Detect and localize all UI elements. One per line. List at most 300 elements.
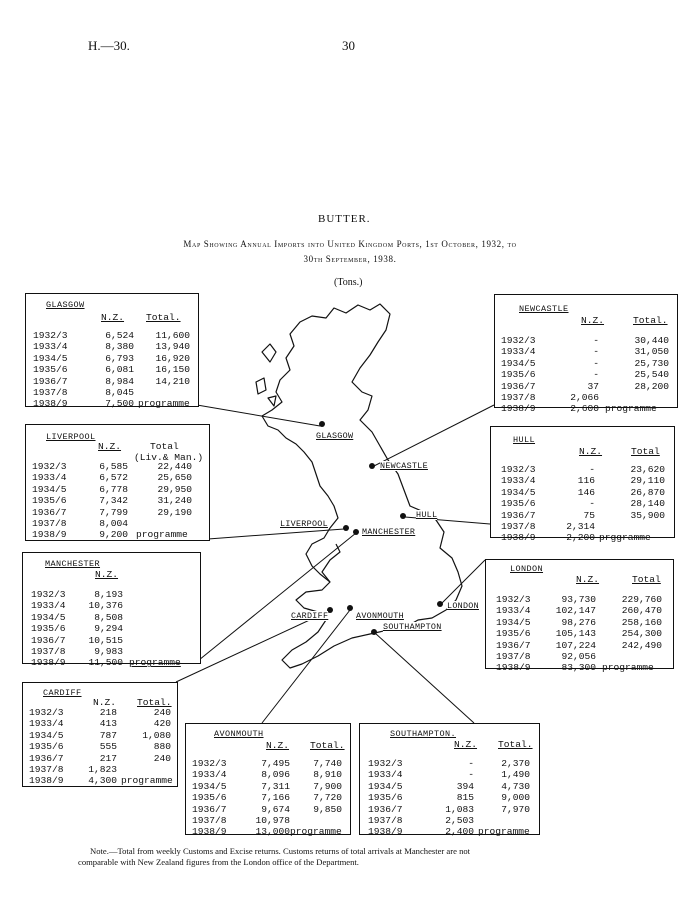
- table-row: [360, 792, 539, 803]
- table-row: [491, 510, 674, 521]
- row-nz: 6,524: [105, 330, 134, 341]
- row-nz: 6,081: [105, 364, 134, 376]
- table-rows: [486, 594, 673, 674]
- nz-header: N.Z.: [98, 441, 122, 452]
- footnote: [78, 846, 638, 867]
- table-row: [26, 330, 198, 341]
- table-row: [495, 358, 677, 369]
- row-year: 1935/6: [192, 792, 227, 804]
- row-nz: -: [468, 758, 474, 769]
- row-year: 1938/9: [29, 775, 64, 787]
- table-rows: [23, 589, 200, 669]
- row-year: 1932/3: [31, 589, 66, 600]
- row-nz: -: [468, 769, 474, 781]
- table-row: [491, 475, 674, 486]
- row-total: 254,300: [621, 628, 662, 640]
- row-year: 1936/7: [501, 380, 536, 392]
- row-nz: -: [589, 464, 595, 475]
- row-year: 1935/6: [29, 741, 64, 753]
- row-total: 240: [153, 707, 171, 718]
- row-total: 1,080: [142, 729, 171, 741]
- table-title: NEWCASTLE: [519, 304, 569, 314]
- table-row: [23, 764, 177, 775]
- row-total: 28,200: [634, 380, 669, 392]
- row-year: 1938/9: [32, 529, 67, 541]
- row-total: 26,870: [630, 486, 665, 498]
- row-nz: 7,342: [99, 495, 128, 507]
- row-nz: 6,572: [99, 472, 128, 484]
- row-nz: 218: [99, 707, 117, 718]
- london-leader: [442, 560, 485, 603]
- table-row: [26, 495, 209, 506]
- row-nz: 9,674: [261, 803, 290, 815]
- row-nz: 2,503: [445, 814, 474, 826]
- row-nz: 7,166: [261, 792, 290, 804]
- row-year: 1934/5: [32, 483, 67, 495]
- table-row: [486, 594, 673, 605]
- table-row: [26, 387, 198, 398]
- table-title: LONDON: [510, 564, 544, 574]
- row-year: 1934/5: [368, 780, 403, 792]
- table-row: [491, 532, 674, 543]
- row-total: programme: [129, 657, 181, 669]
- map-label-hull: HULL: [416, 510, 438, 520]
- row-nz: 2,314: [566, 520, 595, 532]
- table-row: [26, 507, 209, 518]
- row-year: 1933/4: [29, 718, 64, 730]
- row-nz: 10,376: [88, 600, 123, 612]
- table-row: [23, 612, 200, 623]
- table-row: [26, 461, 209, 472]
- row-year: 1938/9: [368, 826, 403, 838]
- nz-header: N.Z.: [101, 312, 125, 323]
- row-total: 7,740: [313, 758, 342, 769]
- row-year: 1936/7: [501, 509, 536, 521]
- row-total: 258,160: [621, 616, 662, 628]
- row-nz: 1,083: [445, 803, 474, 815]
- table-row: [486, 662, 673, 673]
- map-label-glasgow: GLASGOW: [316, 431, 354, 441]
- row-nz: 8,096: [261, 769, 290, 781]
- row-nz: 8,004: [99, 517, 128, 529]
- nz-header: N.Z.: [579, 446, 603, 457]
- liverpool-marker: [343, 525, 349, 531]
- table-row: [360, 769, 539, 780]
- row-year: 1936/7: [496, 639, 531, 651]
- row-year: 1938/9: [496, 662, 531, 674]
- table-row: [23, 775, 177, 786]
- row-total: 420: [153, 718, 171, 730]
- table-row: [23, 657, 200, 668]
- row-nz: 4,300: [88, 775, 117, 787]
- row-nz: 116: [577, 475, 595, 487]
- southampton-leader: [375, 633, 474, 723]
- avonmouth-leader: [262, 610, 350, 723]
- row-nz: 9,200: [99, 529, 128, 541]
- table-rows: [186, 758, 350, 838]
- table-manchester: [22, 552, 201, 669]
- total-header: Total.: [137, 697, 172, 708]
- row-nz: 146: [577, 486, 595, 498]
- nz-header: N.Z.: [454, 739, 478, 750]
- total-header: Total.: [310, 740, 345, 751]
- table-southampton: [359, 723, 540, 838]
- row-year: 1932/3: [496, 594, 531, 605]
- table-row: [491, 521, 674, 532]
- row-total: 229,760: [621, 594, 662, 605]
- map-label-liverpool: LIVERPOOL: [280, 519, 328, 529]
- table-row: [23, 646, 200, 657]
- table-cardiff: [22, 682, 178, 787]
- row-year: 1937/8: [368, 814, 403, 826]
- table-row: [360, 815, 539, 826]
- table-row: [360, 826, 539, 837]
- table-rows: [360, 758, 539, 838]
- row-total: 260,470: [621, 605, 662, 617]
- row-year: 1935/6: [31, 623, 66, 635]
- nz-header: N.Z.: [93, 697, 117, 708]
- row-year: 1936/7: [31, 634, 66, 646]
- row-total: 28,140: [630, 498, 665, 510]
- table-row: [495, 381, 677, 392]
- row-year: 1933/4: [501, 346, 536, 358]
- row-nz: 10,515: [88, 634, 123, 646]
- table-row: [23, 589, 200, 600]
- nz-header: N.Z.: [576, 574, 600, 585]
- row-nz: 815: [456, 792, 474, 804]
- row-total: programme: [136, 529, 188, 541]
- table-row: [23, 730, 177, 741]
- table-row: [186, 758, 350, 769]
- total-header: Total: [631, 446, 660, 457]
- newcastle-leader: [374, 405, 494, 466]
- nz-header: N.Z.: [266, 740, 290, 751]
- total-note: (Liv.& Man.): [134, 452, 204, 463]
- row-year: 1937/8: [192, 814, 227, 826]
- table-row: [26, 364, 198, 375]
- row-total: programme: [602, 662, 654, 674]
- row-total: programme: [290, 826, 342, 838]
- table-row: [486, 617, 673, 628]
- row-total: 31,050: [634, 346, 669, 358]
- row-nz: 8,045: [105, 386, 134, 398]
- row-nz: 9,294: [94, 623, 123, 635]
- row-year: 1937/8: [31, 645, 66, 657]
- row-nz: 6,778: [99, 483, 128, 495]
- table-row: [26, 353, 198, 364]
- row-year: 1935/6: [501, 369, 536, 381]
- table-newcastle: [494, 294, 678, 415]
- table-row: [23, 718, 177, 729]
- table-row: [486, 640, 673, 651]
- table-title: LIVERPOOL: [46, 432, 96, 442]
- row-nz: 787: [99, 729, 117, 741]
- row-nz: 8,984: [105, 375, 134, 387]
- row-total: programme: [138, 398, 190, 410]
- row-year: 1934/5: [31, 611, 66, 623]
- table-row: [495, 369, 677, 380]
- total-header: Total: [632, 574, 661, 585]
- subtitle-line-2: 30th September, 1938.: [303, 254, 397, 264]
- table-row: [360, 758, 539, 769]
- table-row: [495, 392, 677, 403]
- table-hull: [490, 426, 675, 544]
- table-rows: [491, 464, 674, 544]
- row-nz: 13,000: [255, 826, 290, 838]
- row-nz: 11,500: [88, 657, 123, 669]
- row-nz: 6,793: [105, 352, 134, 364]
- row-nz: 93,730: [561, 594, 596, 605]
- row-total: 25,540: [634, 369, 669, 381]
- row-total: 9,000: [501, 792, 530, 804]
- row-total: 30,440: [634, 335, 669, 346]
- row-total: 242,490: [621, 639, 662, 651]
- row-year: 1937/8: [501, 391, 536, 403]
- row-year: 1934/5: [29, 729, 64, 741]
- table-rows: [26, 461, 209, 541]
- table-row: [495, 335, 677, 346]
- row-nz: 7,799: [99, 506, 128, 518]
- row-nz: 413: [99, 718, 117, 730]
- row-nz: 107,224: [555, 639, 596, 651]
- row-nz: -: [593, 357, 599, 369]
- row-year: 1932/3: [501, 464, 536, 475]
- row-year: 1934/5: [501, 486, 536, 498]
- table-london: [485, 559, 674, 674]
- row-nz: 8,380: [105, 341, 134, 353]
- row-total: prggramme: [599, 532, 651, 544]
- row-year: 1936/7: [29, 752, 64, 764]
- table-row: [186, 792, 350, 803]
- row-year: 1938/9: [501, 403, 536, 415]
- row-total: programme: [121, 775, 173, 787]
- table-row: [23, 623, 200, 634]
- row-total: programme: [478, 826, 530, 838]
- subtitle-line-1: Map Showing Annual Imports into United Kingdom Ports, 1st October, 1932, to: [183, 239, 517, 249]
- table-row: [23, 741, 177, 752]
- table-title: AVONMOUTH: [214, 729, 264, 739]
- table-row: [495, 403, 677, 414]
- row-nz: 7,495: [261, 758, 290, 769]
- table-row: [495, 346, 677, 357]
- row-year: 1936/7: [33, 375, 68, 387]
- row-year: 1932/3: [29, 707, 64, 718]
- row-year: 1932/3: [368, 758, 403, 769]
- row-year: 1933/4: [32, 472, 67, 484]
- row-total: 16,920: [155, 352, 190, 364]
- row-total: 29,110: [630, 475, 665, 487]
- table-row: [491, 498, 674, 509]
- table-avonmouth: [185, 723, 351, 838]
- row-nz: 2,400: [445, 826, 474, 838]
- table-row: [26, 341, 198, 352]
- table-row: [186, 769, 350, 780]
- row-total: 2,370: [501, 758, 530, 769]
- table-rows: [23, 707, 177, 787]
- row-nz: 1,823: [88, 763, 117, 775]
- row-year: 1937/8: [33, 386, 68, 398]
- table-row: [486, 628, 673, 639]
- table-rows: [495, 335, 677, 415]
- table-row: [23, 635, 200, 646]
- row-year: 1934/5: [33, 352, 68, 364]
- wales-coast: [322, 544, 340, 582]
- row-nz: 102,147: [555, 605, 596, 617]
- table-row: [23, 600, 200, 611]
- row-year: 1937/8: [501, 520, 536, 532]
- row-total: 29,950: [157, 483, 192, 495]
- row-year: 1933/4: [501, 475, 536, 487]
- row-nz: -: [593, 369, 599, 381]
- row-year: 1938/9: [192, 826, 227, 838]
- london-marker: [437, 601, 443, 607]
- row-nz: 2,200: [566, 532, 595, 544]
- row-year: 1936/7: [368, 803, 403, 815]
- table-row: [26, 529, 209, 540]
- nz-header: N.Z.: [581, 315, 605, 326]
- map-label-london: LONDON: [447, 601, 479, 611]
- total-header: Total: [150, 441, 179, 452]
- row-year: 1933/4: [496, 605, 531, 617]
- row-year: 1935/6: [501, 498, 536, 510]
- table-title: CARDIFF: [43, 688, 82, 698]
- table-title: HULL: [513, 435, 536, 445]
- table-row: [186, 815, 350, 826]
- row-total: 16,150: [155, 364, 190, 376]
- table-row: [26, 518, 209, 529]
- row-nz: 92,056: [561, 650, 596, 662]
- row-nz: 83,300: [561, 662, 596, 674]
- row-total: 9,850: [313, 803, 342, 815]
- manchester-leader: [199, 533, 356, 660]
- row-year: 1932/3: [33, 330, 68, 341]
- row-nz: 555: [99, 741, 117, 753]
- row-total: 7,900: [313, 780, 342, 792]
- page-title: BUTTER.: [318, 213, 371, 225]
- table-rows: [26, 330, 198, 410]
- table-row: [23, 753, 177, 764]
- row-year: 1932/3: [501, 335, 536, 346]
- table-row: [23, 707, 177, 718]
- total-header: Total.: [498, 739, 533, 750]
- table-title: SOUTHAMPTON.: [390, 729, 457, 739]
- row-year: 1935/6: [496, 628, 531, 640]
- row-nz: 7,311: [261, 780, 290, 792]
- row-total: 31,240: [157, 495, 192, 507]
- units-label: (Tons.): [334, 277, 363, 288]
- table-glasgow: [25, 293, 199, 410]
- row-year: 1935/6: [32, 495, 67, 507]
- table-row: [486, 605, 673, 616]
- table-row: [360, 781, 539, 792]
- row-nz: 7,500: [105, 398, 134, 410]
- row-total: 14,210: [155, 375, 190, 387]
- row-total: 11,600: [155, 330, 190, 341]
- row-year: 1933/4: [368, 769, 403, 781]
- row-year: 1936/7: [32, 506, 67, 518]
- table-row: [186, 781, 350, 792]
- row-nz: -: [593, 346, 599, 358]
- hebrides-islands: [256, 344, 276, 406]
- row-nz: 37: [587, 380, 599, 392]
- table-row: [491, 487, 674, 498]
- row-total: 23,620: [630, 464, 665, 475]
- page-number: 30: [342, 38, 355, 53]
- row-nz: 8,193: [94, 589, 123, 600]
- map-label-southampton: SOUTHAMPTON: [383, 622, 442, 632]
- row-nz: 8,508: [94, 611, 123, 623]
- table-row: [360, 804, 539, 815]
- row-year: 1935/6: [33, 364, 68, 376]
- row-nz: -: [593, 335, 599, 346]
- row-year: 1934/5: [496, 616, 531, 628]
- row-year: 1932/3: [32, 461, 67, 472]
- table-row: [186, 804, 350, 815]
- row-total: 7,720: [313, 792, 342, 804]
- row-year: 1937/8: [29, 763, 64, 775]
- row-nz: 105,143: [555, 628, 596, 640]
- row-year: 1935/6: [368, 792, 403, 804]
- row-nz: 75: [583, 509, 595, 521]
- table-row: [486, 651, 673, 662]
- table-row: [26, 398, 198, 409]
- row-year: 1933/4: [33, 341, 68, 353]
- table-row: [491, 464, 674, 475]
- footnote-line-1: Note.—Total from weekly Customs and Excise returns. Customs returns of total arrivals at Manchester are not: [90, 846, 471, 856]
- map-label-avonmouth: AVONMOUTH: [356, 611, 404, 621]
- row-year: 1938/9: [501, 532, 536, 544]
- row-nz: 394: [456, 780, 474, 792]
- glasgow-leader: [197, 405, 320, 426]
- row-nz: 2,600: [570, 403, 599, 415]
- row-total: 4,730: [501, 780, 530, 792]
- row-year: 1934/5: [501, 357, 536, 369]
- map-label-newcastle: NEWCASTLE: [380, 461, 428, 471]
- table-row: [26, 376, 198, 387]
- row-year: 1938/9: [33, 398, 68, 410]
- row-total: 880: [153, 741, 171, 753]
- row-nz: 10,978: [255, 814, 290, 826]
- row-total: 25,730: [634, 357, 669, 369]
- liverpool-leader: [208, 529, 344, 539]
- page-reference: H.—30.: [88, 38, 130, 53]
- row-year: 1933/4: [31, 600, 66, 612]
- row-total: 35,900: [630, 509, 665, 521]
- row-total: 22,440: [157, 461, 192, 472]
- nz-header: N.Z.: [95, 569, 119, 580]
- total-header: Total.: [633, 315, 668, 326]
- row-nz: 98,276: [561, 616, 596, 628]
- row-year: 1933/4: [192, 769, 227, 781]
- row-total: 29,190: [157, 506, 192, 518]
- row-nz: 217: [99, 752, 117, 764]
- footnote-line-2: comparable with New Zealand figures from the London office of the Department.: [78, 856, 359, 867]
- row-year: 1932/3: [192, 758, 227, 769]
- row-total: 1,490: [501, 769, 530, 781]
- map-label-manchester: MANCHESTER: [362, 527, 416, 537]
- row-nz: 9,983: [94, 645, 123, 657]
- row-total: programme: [605, 403, 657, 415]
- table-title: GLASGOW: [46, 300, 85, 310]
- row-total: 8,910: [313, 769, 342, 781]
- row-total: 240: [153, 752, 171, 764]
- row-year: 1936/7: [192, 803, 227, 815]
- table-title: MANCHESTER: [45, 559, 101, 569]
- table-row: [26, 472, 209, 483]
- row-total: 25,650: [157, 472, 192, 484]
- table-row: [26, 484, 209, 495]
- row-total: 13,940: [155, 341, 190, 353]
